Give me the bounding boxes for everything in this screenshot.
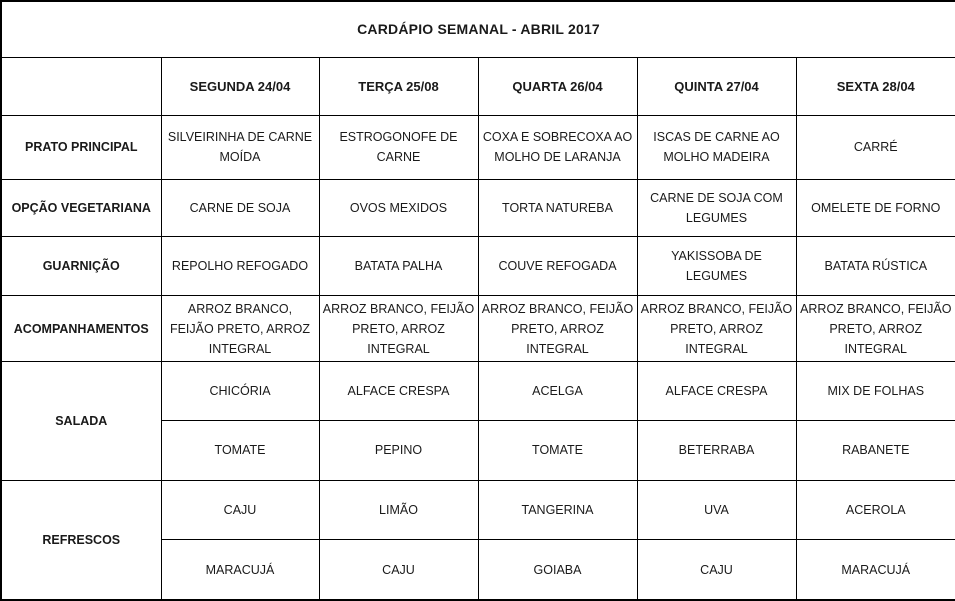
menu-cell: CARNE DE SOJA COM LEGUMES xyxy=(637,179,796,236)
column-header-terca: TERÇA 25/08 xyxy=(319,57,478,115)
menu-cell: REPOLHO REFOGADO xyxy=(161,237,319,296)
menu-cell: BETERRABA xyxy=(637,421,796,480)
menu-cell: ARROZ BRANCO, FEIJÃO PRETO, ARROZ INTEGRAL xyxy=(161,296,319,361)
menu-cell: UVA xyxy=(637,480,796,539)
row-label-acompanhamentos: ACOMPANHAMENTOS xyxy=(1,296,161,361)
menu-cell: MARACUJÁ xyxy=(796,540,955,600)
title-row xyxy=(1,1,955,57)
menu-cell: SILVEIRINHA DE CARNE MOÍDA xyxy=(161,116,319,179)
corner-cell xyxy=(1,57,161,115)
menu-cell: MIX DE FOLHAS xyxy=(796,361,955,420)
menu-cell: CARNE DE SOJA xyxy=(161,179,319,236)
menu-cell: COUVE REFOGADA xyxy=(478,237,637,296)
menu-cell: PEPINO xyxy=(319,421,478,480)
menu-cell: RABANETE xyxy=(796,421,955,480)
menu-cell: BATATA RÚSTICA xyxy=(796,237,955,296)
menu-cell: ARROZ BRANCO, FEIJÃO PRETO, ARROZ INTEGRAL xyxy=(478,296,637,361)
page-title: CARDÁPIO SEMANAL - ABRIL 2017 xyxy=(1,1,955,57)
menu-cell: BATATA PALHA xyxy=(319,237,478,296)
menu-cell: ACELGA xyxy=(478,361,637,420)
row-label-salada: SALADA xyxy=(1,361,161,480)
table-row-opcao-vegetariana xyxy=(1,179,955,236)
menu-cell: ARROZ BRANCO, FEIJÃO PRETO, ARROZ INTEGRAL xyxy=(319,296,478,361)
menu-cell: CAJU xyxy=(637,540,796,600)
menu-cell: CAJU xyxy=(319,540,478,600)
menu-cell: CARRÉ xyxy=(796,116,955,179)
table-row-salada-1 xyxy=(1,361,955,420)
menu-cell: ALFACE CRESPA xyxy=(637,361,796,420)
row-label-guarnicao: GUARNIÇÃO xyxy=(1,237,161,296)
menu-cell: COXA E SOBRECOXA AO MOLHO DE LARANJA xyxy=(478,116,637,179)
menu-cell: LIMÃO xyxy=(319,480,478,539)
menu-cell: ISCAS DE CARNE AO MOLHO MADEIRA xyxy=(637,116,796,179)
menu-cell: OMELETE DE FORNO xyxy=(796,179,955,236)
row-label-prato-principal: PRATO PRINCIPAL xyxy=(1,116,161,179)
table-row-acompanhamentos xyxy=(1,296,955,361)
menu-cell: ALFACE CRESPA xyxy=(319,361,478,420)
menu-cell: TOMATE xyxy=(161,421,319,480)
menu-cell: CAJU xyxy=(161,480,319,539)
menu-cell: YAKISSOBA DE LEGUMES xyxy=(637,237,796,296)
column-header-quarta: QUARTA 26/04 xyxy=(478,57,637,115)
menu-cell: TORTA NATUREBA xyxy=(478,179,637,236)
menu-cell: OVOS MEXIDOS xyxy=(319,179,478,236)
column-header-quinta: QUINTA 27/04 xyxy=(637,57,796,115)
table-row-refrescos-1 xyxy=(1,480,955,539)
menu-cell: ESTROGONOFE DE CARNE xyxy=(319,116,478,179)
menu-cell: ARROZ BRANCO, FEIJÃO PRETO, ARROZ INTEGRAL xyxy=(796,296,955,361)
menu-cell: GOIABA xyxy=(478,540,637,600)
menu-cell: CHICÓRIA xyxy=(161,361,319,420)
row-label-opcao-vegetariana: OPÇÃO VEGETARIANA xyxy=(1,179,161,236)
menu-cell: TOMATE xyxy=(478,421,637,480)
table-row-prato-principal xyxy=(1,116,955,179)
header-row xyxy=(1,57,955,115)
column-header-segunda: SEGUNDA 24/04 xyxy=(161,57,319,115)
menu-cell: TANGERINA xyxy=(478,480,637,539)
row-label-refrescos: REFRESCOS xyxy=(1,480,161,600)
menu-cell: MARACUJÁ xyxy=(161,540,319,600)
menu-cell: ARROZ BRANCO, FEIJÃO PRETO, ARROZ INTEGRAL xyxy=(637,296,796,361)
table-row-guarnicao xyxy=(1,237,955,296)
column-header-sexta: SEXTA 28/04 xyxy=(796,57,955,115)
menu-cell: ACEROLA xyxy=(796,480,955,539)
